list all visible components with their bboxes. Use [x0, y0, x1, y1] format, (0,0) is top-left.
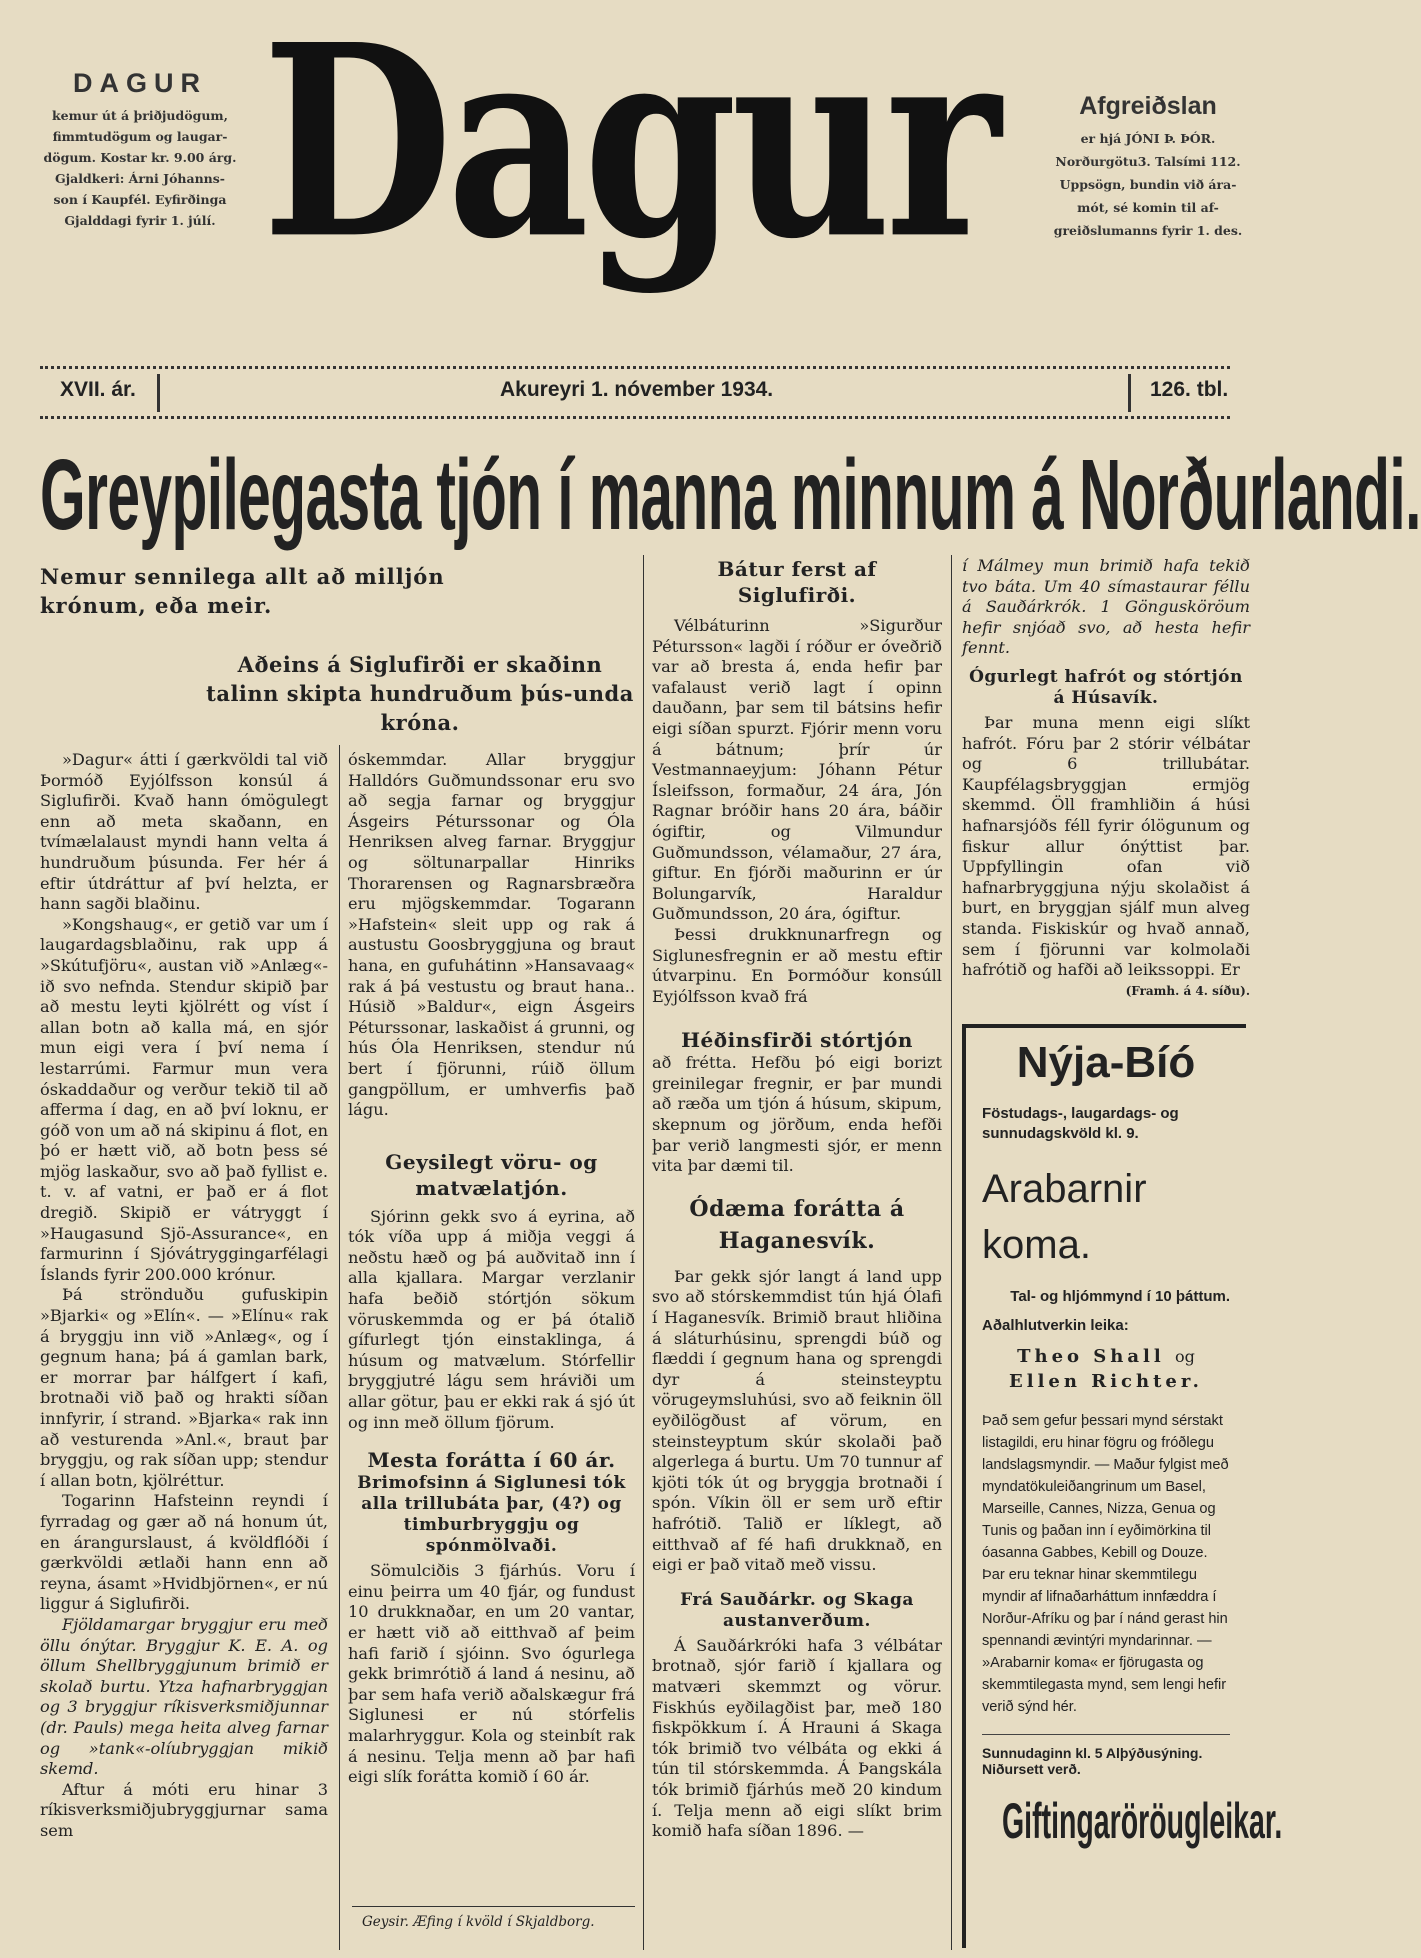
paragraph: Þar gekk sjór langt á land upp svo að stórskemmdist tún hjá Ólafi í Haganesvík. Brimið braut hliðina á sláturhúsinu, sprengdi búð og flæddi í gegnum hana og sprengdi dyr á steinsteyptu vörugeymsluhúsi, svo að feiknin öll eyðilögðust af vörum, en steinsteyptum skúr skolaði það algerlega á burtu. Um 70 tunnur af kjöti tók út og bryggja brotnaði í spón. Víkin öll er sem urð eftir hafrótið. Talið er líklegt, að eitthvað af fé hafi drukknað, en eigi er það vitað með vissu.: [652, 1266, 942, 1575]
main-headline: Greypilegasta tjón í manna minnum á Norðurlandi.: [40, 439, 1421, 551]
cinema-ad-film-line-1: Arabarnir: [982, 1167, 1147, 1211]
cinema-ad-sunday: Sunnudaginn kl. 5 Alþýðusýning.: [982, 1745, 1203, 1761]
paragraph: »Dagur« átti í gærkvöldi tal við Þormóð Eyjólfsson konsúl á Siglufirði. Kvað hann ómögulegt enn að meta skaðann, en tvímælalaust myndi hann velta á hundruðum þúsunda. Fer hér á eftir útdráttur af því helzta, er hann sagði blaðinu.: [40, 750, 328, 914]
cinema-ad-film-line-2: koma.: [982, 1223, 1091, 1267]
dateline-divider: [157, 374, 160, 412]
masthead-left-line: fimmtudögum og laugar-: [52, 129, 228, 144]
masthead-left-line: Gjaldkeri: Árni Jóhanns-: [54, 171, 225, 186]
section-heading: Frá Sauðárkr. og Skaga austanverðum.: [680, 1589, 914, 1631]
paragraph: Á Sauðárkróki hafa 3 vélbátar brotnað, sjór farið í kjallara og matværi skemmzt og vörur. Fiskhús eyðilagðist þar, með 180 fiskpökkum í. Á Hrauni á Skaga tók brimið tvo vélbáta og ekki á tún til stórskemmda. Á Þangskála tók brimið fjárhús með 20 kindum í. Telja menn að eigi slíkt brim komið hafa síðan 1896. —: [652, 1635, 942, 1841]
section-heading: Ódæma forátta á Haganesvík.: [689, 1195, 905, 1254]
dateline-volume: XVII. ár.: [60, 378, 136, 401]
section-subheading: Brimofsinn á Siglunesi tók alla trillubáta þar, (4?) og timburbryggju og spónmölvaði.: [357, 1473, 626, 1557]
masthead-right-title: Afgreiðslan: [1079, 92, 1217, 120]
column-rule: [643, 555, 644, 1950]
column-3-body: [652, 556, 942, 1842]
dotted-rule-top: [40, 366, 1230, 369]
dateline-divider: [1128, 374, 1131, 412]
section-heading: Mesta forátta í 60 ár.: [367, 1448, 616, 1473]
cinema-ad-subtitle: Tal- og hljómmynd í 10 þáttum.: [1010, 1288, 1230, 1305]
paragraph: óskemmdar. Allar bryggjur Halldórs Guðmundssonar eru svo að segja farnar og bryggjur Ásgeirs Péturssonar og Óla Henriksen alveg farnar. Bryggjur og söltunarpallar Hinriks Thorarensen og Ragnarsbræðra eru mjögskemmdar. Togarann »Hafstein« sleit upp og rak á austustu Goosbryggjuna og braut hana, en gufuhátinn »Hansavaag« rak á þá vestustu og braut hana.. Húsið »Baldur«, eign Ásgeirs Péturssonar, laskaðist á grunni, og hús Óla Henriksen, stendur nú bert í fjörunni, rúið öllum gangpöllum, er umhverfis það lágu.: [348, 750, 635, 1120]
dateline-issue: 126. tbl.: [1150, 378, 1229, 401]
paragraph: Sjórinn gekk svo á eyrina, að tók víða upp á miðja veggi á neðstu hæð og þá auðvitað inn í alla kjallara. Margar verzlanir hafa beðið stórtjón sökum vöruskemmda og er þá ótalið gífurlegt tjón einstaklinga, á húsum og matvælum. Stórfellir bryggjutré lágu sem hráviði um allar götur, þau er ekki rak á sjó út og inn með öllum fjörum.: [348, 1206, 635, 1432]
section-heading: Ógurlegt hafrót og stórtjón á Húsavík.: [969, 666, 1243, 708]
subheadline-1: Nemur sennilega allt að milljón krónum, eða meir.: [40, 564, 445, 618]
cinema-ad-price: Niðursett verð.: [982, 1761, 1081, 1777]
column-4-body: [962, 556, 1250, 1001]
footer-notice: Geysir. Æfing í kvöld í Skjaldborg.: [362, 1914, 595, 1930]
cinema-ad-title: Nýja-Bíó: [1016, 1038, 1196, 1087]
paragraph: »Kongshaug«, er getið var um í laugardagsblaðinu, rak upp á »Skútufjöru«, austan við »Anlæg«-ið svo nefnda. Stendur skipið þar að mestu leyti kjölrétt og víst í allan botn að kalla má, en sjór mun eigi vera í því nema í lestarrúmi. Farmur mun vera óskaddaður og verður tekið til að afferma í dag, en að því loknu, er góð von um að ná skipinu á flot, en þó er hætt við, að botn þess sé mjög laskaður, svo að það fyllist e. t. v. af vatni, er það er á flot dregið. Skipið er vátryggt í »Haugasund Sjö-Assurance«, en farmurinn í Sjóvátryggingarfélagi Íslands fyrir 200.000 krónur.: [40, 914, 328, 1284]
dateline-date: Akureyri 1. nóvember 1934.: [500, 378, 774, 401]
masthead-right-line: Uppsögn, bundin við ára-: [1059, 177, 1237, 192]
paragraph: Vélbáturinn »Sigurður Pétursson« lagði í róður er óveðrið var að bresta á, enda hefir þar vafalaust verið lagt í opinn dauðann, þar sem til bátsins hefir eigi síðan spurzt. Fjórir menn voru á bátnum; þrír úr Vestmannaeyjum: Jóhann Pétur Ísleifsson, formaður, 24 ára, Jón Ragnar bróðir hans 20 ára, báðir ógiftir, og Vilmundur Guðmundsson, vélamaður, 27 ára, giftur. En fjórði maðurinn er úr Bolungarvík, Haraldur Guðmundsson, 20 ára, ógiftur.: [652, 616, 942, 924]
masthead-right: [1048, 92, 1248, 242]
column-1-sub2: [205, 650, 635, 737]
masthead-left-title: DAGUR: [73, 68, 207, 98]
cinema-ad-og: og: [1175, 1347, 1195, 1366]
masthead-right-line: er hjá JÓNI Þ. ÞÓR.: [1080, 131, 1216, 146]
footer-rule: [352, 1906, 635, 1907]
column-1-body: [40, 750, 328, 1841]
cinema-ad-actor: Ellen Richter.: [1009, 1371, 1203, 1392]
masthead-left-line: Gjalddagi fyrir 1. júlí.: [64, 213, 216, 228]
paragraph: Þá strönduðu gufuskipin »Bjarki« og »Elín«. — »Elínu« rak á bryggju inn við »Anlæg«, og í gegnum hana; þá á gamlan bark, er morrar þar hálfgert í kafi, brotnaði við það og hrakti síðan innfyrir, í strand. »Bjarka« rak inn að vesturenda »Anl.«, braut þar bryggju, og rak síðan upp; stendur í allan botn, kjölréttur.: [40, 1285, 328, 1490]
section-heading: Bátur ferst af Siglufirði.: [717, 557, 877, 607]
section-heading: Héðinsfirði stórtjón: [681, 1028, 913, 1053]
newspaper-title: Dagur: [262, 0, 996, 297]
paragraph: í Málmey mun brimið hafa tekið tvo báta. Um 40 símastaurar féllu á Sauðárkrók. 1 Göngusköröum hefir snjóað svo, að hesta hefir fennt.: [962, 556, 1250, 658]
column-rule: [339, 745, 340, 1950]
cinema-ad-body: Það sem gefur þessari mynd sérstakt listagildi, eru hinar fögru og fróðlegu landslagsmyndir. — Maður fylgist með myndatökuleiðangrinum um Basel, Marseille, Cannes, Nizza, Genua og Tunis og þaðan inn í eyðimörkina til óasanna Gabbes, Kebill og Douze. Þar eru teknar hinar skemmtilegu myndir af lifnaðarháttum innfæddra í Norður-Afríku og þar í nánd gerast hin spennandi ævintýri myndarinnar. — »Arabarnir koma« er fjörugasta og skemmtilegasta mynd, sem lengi hefir verið sýnd hér.: [982, 1413, 1229, 1715]
masthead-right-line: Norðurgötu3. Talsími 112.: [1055, 154, 1241, 169]
cinema-ad-roles-label: Aðalhlutverkin leika:: [982, 1317, 1129, 1334]
paragraph: Fjöldamargar bryggjur eru með öllu ónýtar. Bryggjur K. E. A. og öllum Shellbryggjunum brimið er skolað burtu. Ytza hafnarbryggjan og 3 bryggjur ríkisverksmiðjunnar (dr. Pauls) mega heita alveg farnar og »tank«-olíubryggjan mikið skemd.: [40, 1614, 328, 1779]
paragraph: Þessi drukknunarfregn og Siglunesfregnin er að mestu eftir útvarpinu. En Þormóður konsúll Eyjólfsson kvað frá: [652, 924, 942, 1006]
column-1: [40, 562, 455, 620]
cinema-ad-actor: Theo Shall: [1017, 1346, 1165, 1367]
dotted-rule-bottom: [40, 416, 1230, 419]
column-2-body: [348, 750, 635, 1788]
masthead-left: [40, 68, 240, 231]
masthead-left-line: kemur út á þriðjudögum,: [51, 108, 229, 123]
masthead-right-line: greiðslumanns fyrir 1. des.: [1053, 223, 1243, 238]
paragraph: Togarinn Hafsteinn reyndi í fyrradag og gær að ná honum út, en árangurslaust, á kvöldflóði í gærkvöldi ætlaði hann enn að reyna, ásamt »Hvidbjörnen«, er nú liggur á Siglufirði.: [40, 1491, 328, 1614]
continued-note: (Framh. á 4. síðu).: [1125, 983, 1250, 998]
masthead-right-line: mót, sé komin til af-: [1077, 200, 1219, 215]
cinema-ad: [962, 1024, 1283, 1948]
paragraph: Sömulciðis 3 fjárhús. Voru í einu þeirra um 40 fjár, og fundust 10 drukknaðar, en um 20 vantar, er hætt við að eitthvað af þeim hafi farið í sjóinn. Svo ógurlega gekk brimrótið á land á nesinu, að þar sem hafa verið aðalskægur frá Siglunesi er nú stórfelis malarhryggur. Kola og steinbít rak á nesinu. Telja menn að þar hafi eigi slík forátta komið í 60 ár.: [348, 1561, 635, 1787]
masthead-left-line: son í Kaupfél. Eyfirðinga: [53, 192, 227, 207]
subheadline-2: Aðeins á Siglufirði er skaðinn talinn skipta hundruðum þús-unda króna.: [206, 652, 634, 735]
paragraph: Þar muna menn eigi slíkt hafrót. Fóru þar 2 stórir vélbátar og 6 trillubátar. Kaupfélagsbryggjan ermjög skemmd. Öll framhliðin á húsi hafnarsjóðs féll fyrir ólögunum og fiskur allur ónýttist þar. Uppfyllingin ofan við hafnarbryggjuna nýju skolaðist á burt, en bryggjan sjálf mun alveg standa. Fiskiskúr og hvað annað, sem í fjörunni var kolmolaði hafrótið og hafði að leikssoppi. Er: [962, 712, 1250, 980]
cinema-ad-next-film: Giftingaröröugleikar.: [1002, 1793, 1283, 1849]
paragraph: að frétta. Hefðu þó eigi borizt greinilegar fregnir, er þar mundi að ræða um tjón á húsum, skipum, skepnum og jörðum, enda hefði þar verið langmesti sjór, er menn vita þar dæmi til.: [652, 1053, 942, 1176]
cinema-ad-days: Föstudags-, laugardags- og sunnudagskvöld kl. 9.: [982, 1105, 1179, 1142]
masthead-left-line: dögum. Kostar kr. 9.00 árg.: [43, 150, 237, 165]
column-rule: [951, 555, 952, 1950]
paragraph: Aftur á móti eru hinar 3 ríkisverksmiðjubryggjurnar sama sem: [40, 1779, 328, 1840]
section-heading: Geysilegt vöru- og matvælatjón.: [385, 1149, 598, 1200]
